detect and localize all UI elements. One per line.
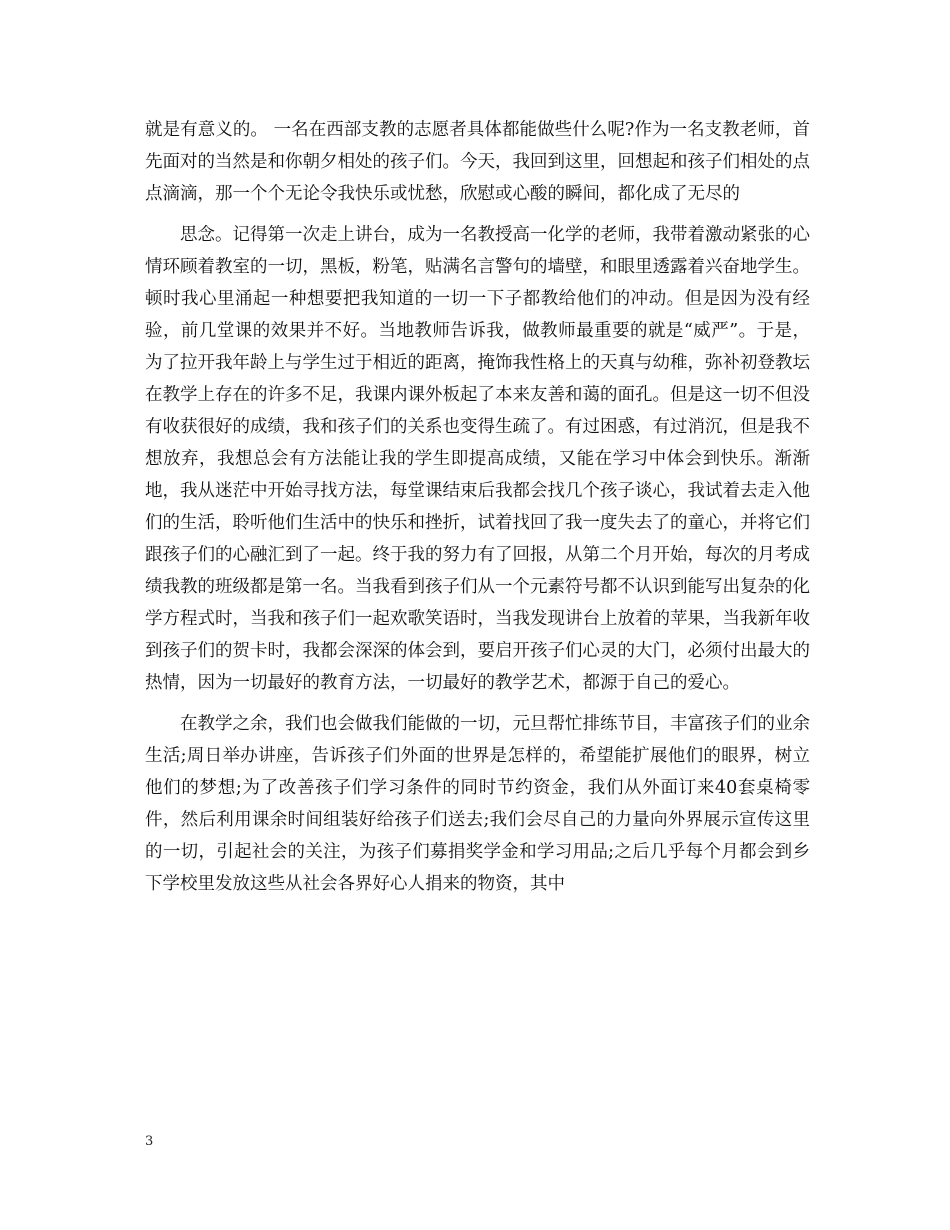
paragraph-1: 就是有意义的。 一名在西部支教的志愿者具体都能做些什么呢?作为一名支教老师，首先面对的当然是和你朝夕相处的孩子们。今天，我回到这里，回想起和孩子们相处的点点滴滴，那一个个无论令我快乐或忧愁，欣慰或心酸的瞬间，都化成了无尽的: [145, 120, 810, 204]
body-text: [145, 114, 810, 909]
paragraph-3: 在教学之余，我们也会做我们能做的一切，元旦帮忙排练节目，丰富孩子们的业余生活;周日举办讲座，告诉孩子们外面的世界是怎样的，希望能扩展他们的眼界，树立他们的梦想;为了改善孩子们学习条件的同时节约资金，我们从外面订来40套桌椅零件，然后利用课余时间组装好给孩子们送去;我们会尽自己的力量向外界展示宣传这里的一切，引起社会的关注，为孩子们募捐奖学金和学习用品;之后几乎每个月都会到乡下学校里发放这些从社会各界好心人捐来的物资，其中: [145, 714, 810, 894]
paragraph-2: 思念。记得第一次走上讲台，成为一名教授高一化学的老师，我带着激动紧张的心情环顾着教室的一切，黑板，粉笔，贴满名言警句的墙壁，和眼里透露着兴奋地学生。顿时我心里涌起一种想要把我知道的一切一下子都教给他们的冲动。但是因为没有经验，前几堂课的效果并不好。当地教师告诉我，做教师最重要的就是“威严”。于是，为了拉开我年龄上与学生过于相近的距离，掩饰我性格上的天真与幼稚，弥补初登教坛在教学上存在的许多不足，我课内课外板起了本来友善和蔼的面孔。但是这一切不但没有收获很好的成绩，我和孩子们的关系也变得生疏了。有过困惑，有过消沉，但是我不想放弃，我想总会有方法能让我的学生即提高成绩，又能在学习中体会到快乐。渐渐地，我从迷茫中开始寻找方法，每堂课结束后我都会找几个孩子谈心，我试着去走入他们的生活，聆听他们生活中的快乐和挫折，试着找回了我一度失去了的童心，并将它们跟孩子们的心融汇到了一起。终于我的努力有了回报，从第二个月开始，每次的月考成绩我教的班级都是第一名。当我看到孩子们从一个元素符号都不认识到能写出复杂的化学方程式时，当我和孩子们一起欢歌笑语时，当我发现讲台上放着的苹果，当我新年收到孩子们的贺卡时，我都会深深的体会到，要启开孩子们心灵的大门，必须付出最大的热情，因为一切最好的教育方法，一切最好的教学艺术，都源于自己的爱心。: [145, 225, 810, 693]
page-number: 3: [145, 1134, 154, 1149]
